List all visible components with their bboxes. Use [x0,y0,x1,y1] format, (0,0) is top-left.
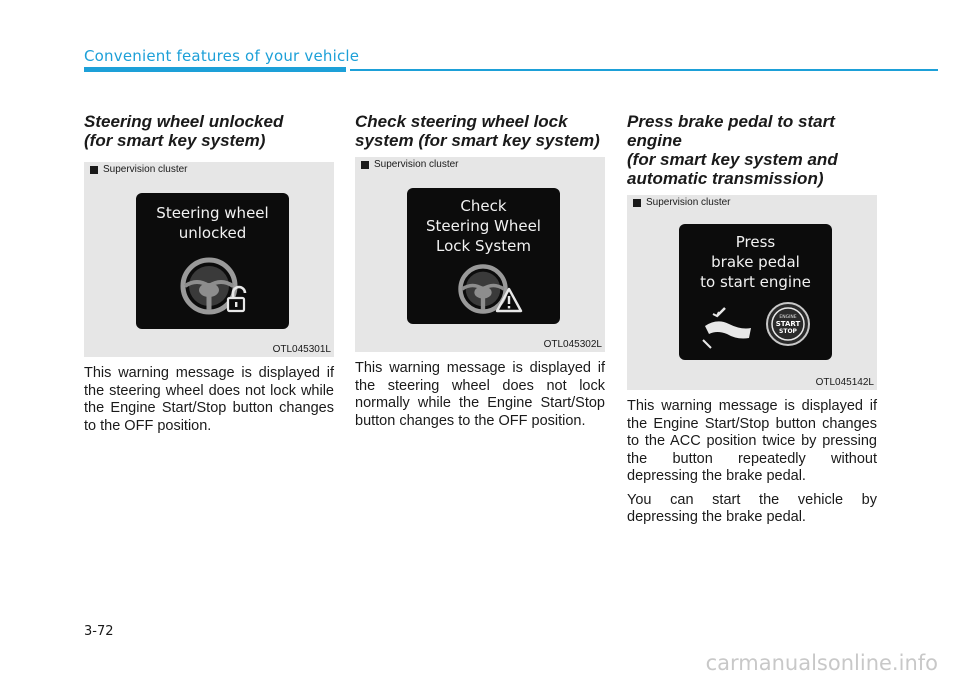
warning-triangle-icon [495,287,523,313]
figure-label-text: Supervision cluster [646,197,731,208]
start-button-text: STOP [779,328,797,335]
column-heading: Steering wheel unlocked (for smart key system) [84,112,284,150]
figure-code: OTL045302L [543,339,602,350]
cluster-display [136,193,289,329]
figure-code: OTL045142L [815,377,874,388]
column-heading: Press brake pedal to start engine (for smart key system and automatic transmission) [627,112,838,188]
bullet-square-icon [90,166,98,174]
figure-label-text: Supervision cluster [374,159,459,170]
column-heading: Check steering wheel lock system (for smart key system) [355,112,600,150]
body-paragraph: This warning message is displayed if the Engine Start/Stop button changes to the ACC position twice by pressing the button repeatedly without depressing the brake pedal. [627,398,877,484]
start-button-text: START [775,320,801,328]
column-steering-wheel-unlocked [84,112,334,435]
section-title: Convenient features of your vehicle [84,47,360,65]
body-paragraph: This warning message is displayed if the steering wheel does not lock normally while the Engine Start/Stop button changes to the OFF position. [355,360,605,429]
figure-label [90,164,187,175]
figure-label-text: Supervision cluster [103,164,188,175]
body-paragraph: You can start the vehicle by depressing the brake pedal. [627,491,877,525]
cluster-display [679,224,832,360]
section-rule [350,69,938,71]
cluster-message: Steering wheel unlocked [156,204,269,242]
engine-start-stop-button-icon [765,301,811,347]
body-paragraph: This warning message is displayed if the steering wheel does not lock while the Engine Start/Stop button changes to the OFF position. [84,365,334,434]
start-button-text: ENGINE [779,315,797,320]
figure-label [633,197,730,208]
cluster-message: Check Steering Wheel Lock System [426,197,541,255]
bullet-square-icon [633,199,641,207]
cluster-figure [627,195,877,390]
brake-pedal-icon [699,304,759,348]
section-rule-accent [84,67,346,72]
cluster-message: Press brake pedal to start engine [700,233,811,291]
watermark: carmanualsonline.info [705,651,938,675]
cluster-display [407,188,560,324]
figure-label [361,159,458,170]
page-number: 3-72 [84,624,114,639]
column-press-brake-pedal [627,112,877,527]
figure-code: OTL045301L [272,344,331,355]
column-check-steering-lock [355,112,605,430]
cluster-figure [355,157,605,352]
cluster-figure [84,162,334,357]
unlocked-padlock-icon [226,285,252,313]
bullet-square-icon [361,161,369,169]
